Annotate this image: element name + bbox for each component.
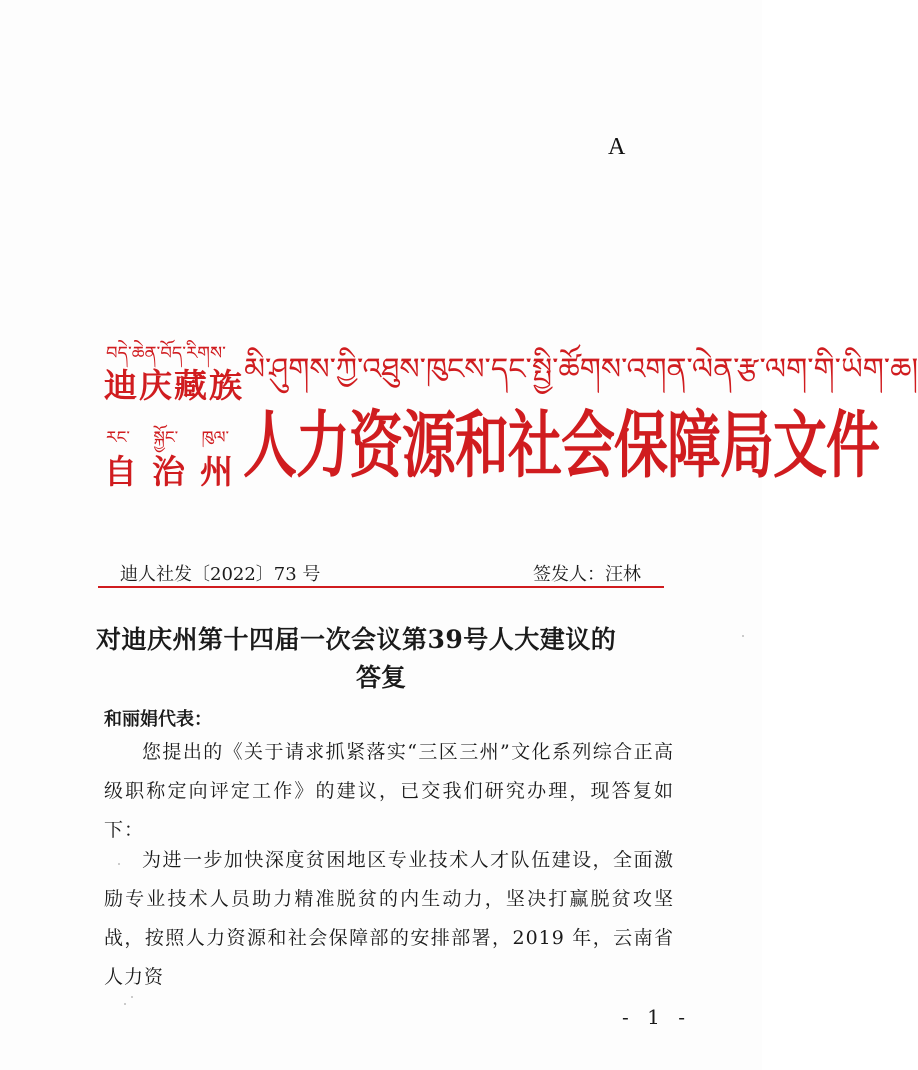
tibetan-autonomous: རང་ སྐྱོང་ ཁུལ་ — [106, 428, 230, 448]
tibetan-bureau-title: མི་ཤུགས་ཀྱི་འཐུས་ཁུངས་དང་སྤྱི་ཚོགས་འགན་ལེན་རྩ་ལག་གི་ཡིག་ཆ། — [244, 352, 918, 387]
org-char: 自 — [104, 452, 137, 491]
document-title-line2: 答复 — [355, 663, 406, 692]
tibetan-org-name: བདེ་ཆེན་བོད་རིགས་ — [106, 343, 226, 364]
document-title-line1: 对迪庆州第十四届一次会议第39号人大建议的 — [96, 625, 617, 654]
body-paragraph: 您提出的《关于请求抓紧落实“三区三州”文化系列综合正高级职称定向评定工作》的建议，已交我们研究办理，现答复如下： — [104, 741, 674, 841]
grade-mark: A — [608, 134, 626, 160]
scan-speck — [118, 863, 120, 865]
org-char: 治 — [152, 452, 185, 491]
red-divider — [98, 586, 664, 588]
scan-speck — [742, 635, 744, 637]
scan-speck — [124, 1003, 126, 1005]
scan-speck — [131, 996, 133, 998]
org-name-line1: 迪庆藏族 — [104, 366, 244, 405]
body-paragraph: 为进一步加快深度贫困地区专业技术人才队伍建设，全面激励专业技术人员助力精准脱贫的内生动力，坚决打赢脱贫攻坚战，按照人力资源和社会保障部的安排部署，2019 年，云南省人力资 — [104, 849, 674, 988]
page-number: - 1 - — [622, 1005, 691, 1029]
org-name-line2 — [104, 446, 248, 493]
salutation: 和丽娟代表： — [104, 709, 212, 730]
bureau-title: 人力资源和社会保障局文件 — [243, 402, 879, 488]
org-char: 州 — [200, 452, 233, 491]
signer: 签发人：汪林 — [533, 564, 641, 585]
document-number: 迪人社发〔2022〕73 号 — [120, 564, 321, 585]
